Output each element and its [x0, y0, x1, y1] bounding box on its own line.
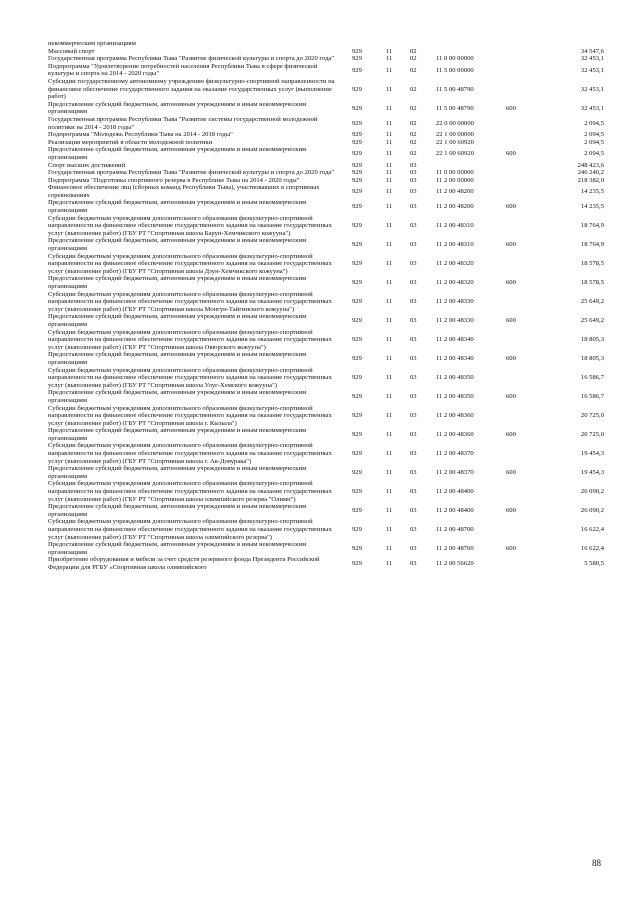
row-code-c1: 929 [352, 450, 362, 458]
row-code-c1: 929 [352, 431, 362, 439]
row-description: Субсидии бюджетным учреждениям дополнительного образования физкультурно-спортивной направленности на финансовое обеспечение государственного задания на оказание государственных услуг (выполнение работ) (ГБУ РТ "Спортивная школа олимпийского резерва") [48, 518, 332, 541]
table-row [48, 556, 608, 571]
row-code-c4: 11 2 00 48320 [436, 279, 474, 287]
row-code-c2: 11 [386, 412, 393, 420]
row-code-c6: 20 725,0 [580, 431, 604, 439]
row-code-c1: 929 [352, 47, 362, 55]
table-row [48, 237, 608, 252]
row-code-c3: 03 [410, 544, 417, 552]
row-code-c1: 929 [352, 317, 362, 325]
table-row [48, 162, 608, 170]
table-row [48, 199, 608, 214]
row-code-c3: 03 [410, 298, 417, 306]
row-code-c2: 11 [386, 355, 393, 363]
row-code-c4: 11 5 00 00000 [436, 66, 474, 74]
row-description: Субсидии бюджетным учреждениям дополнительного образования физкультурно-спортивной направленности на финансовое обеспечение государственного задания на оказание государственных услуг (выполнение работ) (ГБУ РТ "Спортивная школа Овюрского кожууна") [48, 328, 332, 351]
row-code-c4: 22 1 00 00000 [436, 131, 474, 139]
row-code-c1: 929 [352, 119, 362, 127]
row-description: Предоставление субсидий бюджетным, автономным учреждениям и иным некоммерческим организациям [48, 389, 307, 404]
row-code-c4: 11 5 00 48790 [436, 104, 474, 112]
row-code-c2: 11 [386, 298, 393, 306]
row-code-c1: 929 [352, 66, 362, 74]
row-code-c2: 11 [386, 241, 393, 249]
row-code-c6: 25 649,2 [580, 317, 604, 325]
row-description: Финансовое обеспечение лиц (сборных команд Республики Тыва), участвовавших в спортивных соревнованиях [48, 184, 320, 199]
row-code-c3: 03 [410, 560, 417, 568]
row-code-c1: 929 [352, 298, 362, 306]
row-code-c2: 11 [386, 507, 393, 515]
row-code-c6: 32 453,1 [580, 55, 604, 63]
row-code-c1: 929 [352, 188, 362, 196]
row-code-c3: 02 [410, 85, 417, 93]
row-code-c3: 03 [410, 279, 417, 287]
row-description: Подпрограмма "Подготовка спортивного резерва в Республике Тыва на 2014 - 2020 годы" [48, 176, 300, 184]
row-code-c1: 929 [352, 150, 362, 158]
row-code-c6: 248 423,6 [577, 161, 604, 169]
row-description: некоммерческим организациям [48, 40, 136, 47]
row-code-c1: 929 [352, 469, 362, 477]
row-code-c5: 600 [506, 469, 516, 477]
row-code-c2: 11 [386, 544, 393, 552]
row-code-c4: 11 0 00 00000 [436, 169, 474, 177]
page-number: 88 [592, 858, 601, 868]
row-code-c1: 929 [352, 176, 362, 184]
row-description: Предоставление субсидий бюджетным, автономным учреждениям и иным некоммерческим организациям [48, 465, 307, 480]
row-code-c4: 11 2 00 48370 [436, 450, 474, 458]
row-code-c6: 16 586,7 [580, 393, 604, 401]
row-code-c1: 929 [352, 488, 362, 496]
row-code-c3: 03 [410, 374, 417, 382]
row-code-c2: 11 [386, 526, 393, 533]
row-code-c3: 03 [410, 526, 417, 533]
row-description: Субсидии бюджетным учреждениям дополнительного образования физкультурно-спортивной направленности на финансовое обеспечение государственного задания на оказание государственных услуг (выполнение работ) (ГБУ РТ "Спортивная школа Улуг-Хемского кожууна") [48, 366, 332, 389]
row-code-c6: 25 649,2 [580, 298, 604, 306]
table-row [48, 367, 608, 390]
row-description: Субсидии бюджетным учреждениям дополнительного образования физкультурно-спортивной направленности на финансовое обеспечение государственного задания на оказание государственных услуг (выполнение работ) (ГБУ РТ "Спортивная школа г. Ак-Довурака") [48, 442, 332, 465]
row-code-c2: 11 [386, 176, 393, 184]
row-code-c3: 02 [410, 55, 417, 63]
row-code-c6: 16 622,4 [580, 544, 604, 552]
row-code-c3: 03 [410, 203, 417, 211]
row-code-c6: 32 453,1 [580, 85, 604, 93]
row-description: Приобретение оборудования и мебели за счет средств резервного фонда Президента Российской Федерации для РГБУ «Спортивная школа олимпийского [48, 556, 320, 571]
row-code-c1: 929 [352, 222, 362, 230]
table-row [48, 291, 608, 314]
row-code-c2: 11 [386, 169, 393, 177]
row-code-c5: 600 [506, 279, 516, 287]
row-code-c2: 11 [386, 317, 393, 325]
row-code-c4: 11 2 00 00000 [436, 176, 474, 184]
row-description: Подпрограмма "Молодежь Республики Тыва на 2014 - 2018 годы" [48, 131, 233, 139]
row-description: Предоставление субсидий бюджетным, автономным учреждениям и иным некоммерческим организациям [48, 351, 307, 366]
row-code-c2: 11 [386, 66, 393, 74]
row-code-c4: 11 2 00 48340 [436, 355, 474, 363]
row-code-c1: 929 [352, 560, 362, 568]
row-code-c6: 18 578,5 [580, 260, 604, 268]
row-code-c4: 11 2 00 48320 [436, 260, 474, 268]
row-description: Реализация мероприятий в области молодежной политики [48, 138, 213, 146]
table-row [48, 541, 608, 556]
row-code-c4: 11 2 00 48400 [436, 507, 474, 515]
table-row [48, 518, 608, 541]
row-code-c6: 14 235,5 [580, 203, 604, 211]
row-code-c3: 03 [410, 469, 417, 477]
table-row [48, 184, 608, 199]
row-code-c4: 11 2 00 48370 [436, 469, 474, 477]
row-code-c4: 11 2 00 48200 [436, 203, 474, 211]
row-code-c1: 929 [352, 544, 362, 552]
table-row [48, 48, 608, 56]
row-description: Предоставление субсидий бюджетным, автономным учреждениям и иным некоммерческим организациям [48, 541, 307, 556]
row-code-c3: 03 [410, 161, 417, 169]
row-code-c3: 02 [410, 150, 417, 158]
row-description: Спорт высших достижений [48, 161, 126, 169]
row-code-c3: 03 [410, 355, 417, 363]
table-row [48, 313, 608, 328]
table-row [48, 146, 608, 161]
table-row [48, 215, 608, 238]
row-code-c2: 11 [386, 47, 393, 55]
row-code-c3: 03 [410, 450, 417, 458]
row-code-c1: 929 [352, 203, 362, 211]
row-code-c2: 11 [386, 450, 393, 458]
row-code-c1: 929 [352, 85, 362, 93]
row-code-c2: 11 [386, 203, 393, 211]
row-code-c6: 18 764,9 [580, 241, 604, 249]
table-row [48, 480, 608, 503]
row-description: Предоставление субсидий бюджетным, автономным учреждениям и иным некоммерческим организациям [48, 237, 307, 253]
row-code-c5: 600 [506, 104, 516, 112]
row-code-c2: 11 [386, 393, 393, 401]
row-code-c5: 600 [506, 355, 516, 363]
table-row [48, 169, 608, 177]
row-code-c4: 22 1 00 60920 [436, 138, 474, 146]
row-code-c1: 929 [352, 131, 362, 139]
row-code-c1: 929 [352, 279, 362, 287]
row-code-c3: 03 [410, 222, 417, 230]
row-code-c2: 11 [386, 336, 393, 344]
row-code-c4: 22 0 00 00000 [436, 119, 474, 127]
row-description: Субсидии бюджетным учреждениям дополнительного образования физкультурно-спортивной направленности на финансовое обеспечение государственного задания на оказание государственных услуг (выполнение работ) (ГБУ РТ "Спортивная школа г. Кызыла") [48, 404, 332, 427]
row-description: Государственная программа Республики Тыва "Развитие физической культуры и спорта до 2020 года" [48, 55, 335, 63]
table-row [48, 442, 608, 465]
row-code-c6: 18 578,5 [580, 279, 604, 287]
row-code-c2: 11 [386, 138, 393, 146]
row-description: Субсидии бюджетным учреждениям дополнительного образования физкультурно-спортивной направленности на финансовое обеспечение государственного задания на оказание государственных услуг (выполнение работ) (ГБУ РТ "Спортивная школа Дзун-Хемчикского кожууна") [48, 252, 332, 275]
row-code-c3: 03 [410, 317, 417, 325]
row-code-c1: 929 [352, 260, 362, 268]
row-code-c3: 02 [410, 138, 417, 146]
row-description: Субсидии государственному автономному учреждению физкультурно-спортивной направленности на финансовое обеспечение государственного задания на оказание государственных услуг (выполнение работ) [48, 77, 335, 101]
row-code-c3: 03 [410, 260, 417, 268]
row-code-c2: 11 [386, 222, 393, 230]
row-code-c6: 26 090,2 [580, 488, 604, 496]
row-code-c3: 02 [410, 131, 417, 139]
row-code-c6: 14 235,5 [580, 188, 604, 196]
row-code-c6: 34 547,6 [580, 47, 604, 55]
row-code-c5: 600 [506, 241, 516, 249]
row-code-c1: 929 [352, 526, 362, 533]
row-code-c5: 600 [506, 317, 516, 325]
row-code-c6: 2 094,5 [584, 131, 604, 139]
row-code-c1: 929 [352, 55, 362, 63]
row-code-c3: 03 [410, 431, 417, 439]
row-code-c6: 218 382,0 [577, 176, 604, 184]
row-code-c6: 18 805,3 [580, 355, 604, 363]
row-code-c2: 11 [386, 560, 393, 568]
row-description: Предоставление субсидий бюджетным, автономным учреждениям и иным некоммерческим организациям [48, 100, 307, 116]
table-row [48, 465, 608, 480]
row-code-c5: 600 [506, 393, 516, 401]
row-code-c4: 11 2 00 48200 [436, 188, 474, 196]
row-code-c2: 11 [386, 279, 393, 287]
row-code-c3: 03 [410, 412, 417, 420]
row-code-c4: 11 0 00 00000 [436, 55, 474, 63]
row-code-c4: 11 2 00 48360 [436, 431, 474, 439]
row-code-c4: 11 2 00 56620 [436, 560, 474, 568]
row-code-c6: 32 453,1 [580, 66, 604, 74]
table-row [48, 405, 608, 428]
row-code-c6: 20 725,0 [580, 412, 604, 420]
table-row [48, 503, 608, 518]
row-code-c3: 03 [410, 176, 417, 184]
row-code-c1: 929 [352, 507, 362, 515]
row-description: Предоставление субсидий бюджетным, автономным учреждениям и иным некоммерческим организациям [48, 275, 307, 290]
row-code-c2: 11 [386, 104, 393, 112]
table-row [48, 101, 608, 116]
row-code-c4: 11 2 00 48310 [436, 222, 474, 230]
row-code-c1: 929 [352, 393, 362, 401]
row-code-c2: 11 [386, 431, 393, 439]
row-code-c6: 2 094,5 [584, 119, 604, 127]
table-row [48, 275, 608, 290]
row-code-c3: 03 [410, 507, 417, 515]
row-code-c4: 11 2 00 48330 [436, 298, 474, 306]
row-code-c5: 600 [506, 431, 516, 439]
row-description: Субсидии бюджетным учреждениям дополнительного образования физкультурно-спортивной направленности на финансовое обеспечение государственного задания на оказание государственных услуг (выполнение работ) (ГБУ РТ "Спортивная школа олимпийского резерва "Олимп") [48, 480, 332, 503]
row-code-c2: 11 [386, 161, 393, 169]
row-code-c1: 929 [352, 412, 362, 420]
row-code-c6: 19 454,3 [580, 450, 604, 458]
row-code-c4: 11 2 00 48350 [436, 374, 474, 382]
table-row [48, 116, 608, 131]
table-row [48, 131, 608, 139]
row-description: Предоставление субсидий бюджетным, автономным учреждениям и иным некоммерческим организациям [48, 503, 307, 518]
row-description: Предоставление субсидий бюджетным, автономным учреждениям и иным некоммерческим организациям [48, 313, 307, 328]
row-code-c1: 929 [352, 138, 362, 146]
row-code-c3: 03 [410, 188, 417, 196]
row-code-c2: 11 [386, 260, 393, 268]
row-code-c1: 929 [352, 169, 362, 177]
row-description: Предоставление субсидий бюджетным, автономным учреждениям и иным некоммерческим организациям [48, 146, 307, 161]
row-code-c3: 03 [410, 336, 417, 344]
table-row [48, 253, 608, 276]
row-code-c5: 600 [506, 507, 516, 515]
table-row [48, 329, 608, 352]
table-row [48, 351, 608, 366]
row-code-c3: 03 [410, 488, 417, 496]
table-row [48, 427, 608, 442]
row-code-c3: 02 [410, 47, 417, 55]
row-description: Подпрограмма "Удовлетворение потребностей населения Республики Тыва в сфере физической культуры и спорта на 2014 - 2020 годы" [48, 62, 318, 78]
budget-table [48, 40, 608, 572]
row-code-c5: 600 [506, 203, 516, 211]
row-description: Массовый спорт [48, 47, 95, 55]
row-description: Государственная программа Республики Тыва "Развитие системы государственной молодежной политики на 2014 - 2018 годы" [48, 115, 318, 131]
row-code-c5: 600 [506, 150, 516, 158]
row-code-c4: 11 5 00 48790 [436, 85, 474, 93]
table-row [48, 78, 608, 101]
row-code-c6: 19 454,3 [580, 469, 604, 477]
row-description: Предоставление субсидий бюджетным, автономным учреждениям и иным некоммерческим организациям [48, 199, 307, 215]
row-code-c5: 600 [506, 544, 516, 552]
row-code-c1: 929 [352, 161, 362, 169]
row-code-c2: 11 [386, 469, 393, 477]
row-code-c3: 03 [410, 393, 417, 401]
row-description: Предоставление субсидий бюджетным, автономным учреждениям и иным некоммерческим организациям [48, 427, 307, 442]
row-code-c3: 03 [410, 169, 417, 177]
row-code-c6: 18 764,9 [580, 222, 604, 230]
row-description: Государственная программа Республики Тыва "Развитие физической культуры и спорта до 2020 года" [48, 169, 335, 177]
row-code-c6: 2 094,5 [584, 150, 604, 158]
row-code-c4: 11 2 00 48400 [436, 488, 474, 496]
row-code-c4: 11 2 00 48310 [436, 241, 474, 249]
table-row [48, 55, 608, 63]
row-code-c3: 02 [410, 104, 417, 112]
table-row [48, 389, 608, 404]
row-code-c1: 929 [352, 374, 362, 382]
row-code-c4: 11 2 00 48330 [436, 317, 474, 325]
table-row [48, 177, 608, 185]
row-code-c3: 03 [410, 241, 417, 249]
row-code-c1: 929 [352, 355, 362, 363]
row-code-c6: 26 090,2 [580, 507, 604, 515]
row-code-c6: 246 240,2 [577, 169, 604, 177]
row-code-c1: 929 [352, 241, 362, 249]
table-row [48, 63, 608, 78]
row-code-c6: 5 580,5 [584, 560, 604, 568]
row-code-c2: 11 [386, 188, 393, 196]
row-code-c6: 32 453,1 [580, 104, 604, 112]
row-code-c6: 2 094,5 [584, 138, 604, 146]
table-row [48, 40, 608, 48]
row-code-c1: 929 [352, 336, 362, 344]
row-code-c4: 11 2 00 48700 [436, 544, 474, 552]
row-code-c2: 11 [386, 119, 393, 127]
row-code-c4: 22 1 00 60920 [436, 150, 474, 158]
row-code-c4: 11 2 00 48350 [436, 393, 474, 401]
row-code-c6: 18 805,3 [580, 336, 604, 344]
row-code-c3: 02 [410, 66, 417, 74]
row-code-c2: 11 [386, 488, 393, 496]
row-code-c2: 11 [386, 85, 393, 93]
row-code-c6: 16 586,7 [580, 374, 604, 382]
row-code-c4: 11 2 00 48360 [436, 412, 474, 420]
row-description: Субсидии бюджетным учреждениям дополнительного образования физкультурно-спортивной направленности на финансовое обеспечение государственного задания на оказание государственных услуг (выполнение работ) (ГБУ РТ "Спортивная школа Барун-Хемчикского кожууна") [48, 214, 332, 237]
row-description: Субсидии бюджетным учреждениям дополнительного образования физкультурно-спортивной направленности на финансовое обеспечение государственного задания на оказание государственных услуг (выполнение работ) (ГБУ РТ "Спортивная школа Монгун-Тайгинского кожууна") [48, 290, 332, 313]
row-code-c2: 11 [386, 55, 393, 63]
row-code-c6: 16 622,4 [580, 526, 604, 533]
row-code-c4: 11 2 00 48700 [436, 526, 474, 533]
row-code-c2: 11 [386, 131, 393, 139]
row-code-c2: 11 [386, 374, 393, 382]
table-row [48, 139, 608, 147]
row-code-c1: 929 [352, 104, 362, 112]
row-code-c3: 02 [410, 119, 417, 127]
row-code-c2: 11 [386, 150, 393, 158]
row-code-c4: 11 2 00 48340 [436, 336, 474, 344]
